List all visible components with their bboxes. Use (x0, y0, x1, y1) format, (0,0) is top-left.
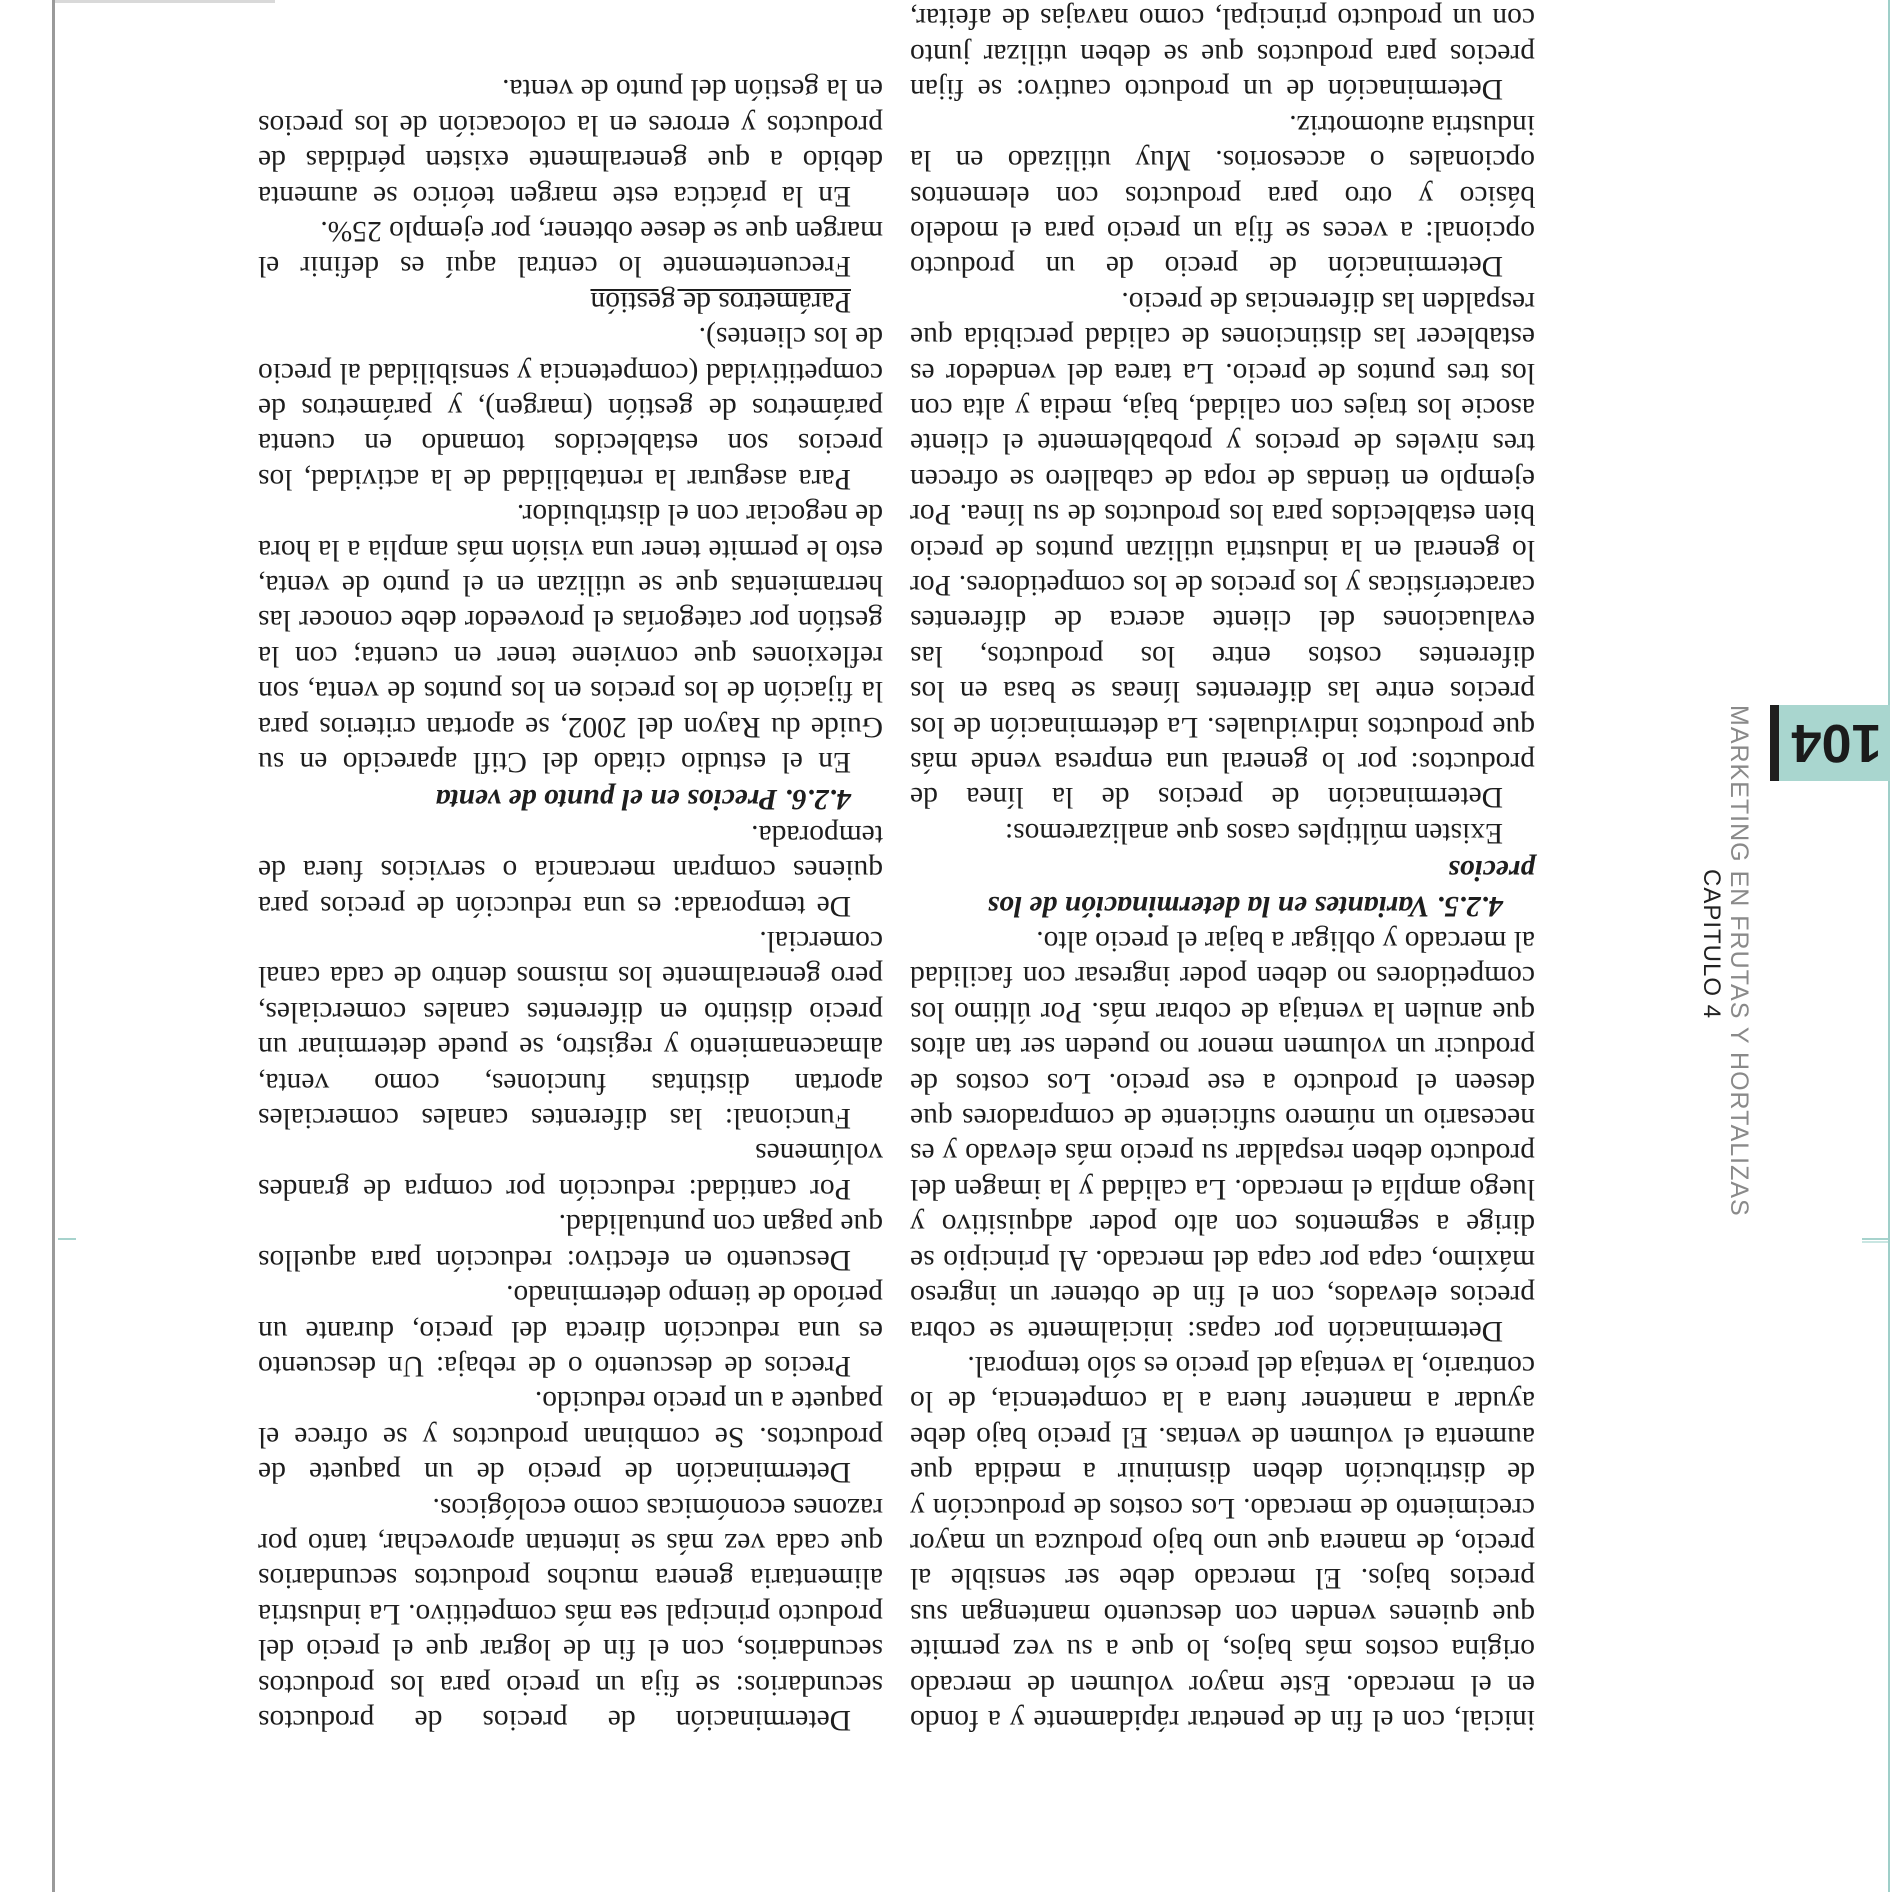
chapter-label: CAPITULO 4 (1698, 869, 1725, 1020)
page-number-box (1770, 705, 1890, 781)
text-column-right (258, 71, 883, 1737)
paragraph: De temporada: es una reducción de precios para quienes compran mercancía o servicios fuera de temporada. (258, 818, 883, 922)
paragraph: Determinación de precio de un producto opcional: a veces se fija un precio para el modelo básico y otro para productos con elementos opcionales o accesorios. Muy utilizado en la industria automotriz. (910, 108, 1535, 283)
paragraph: Por cantidad: reducción por compra de grandes volúmenes (258, 1137, 883, 1205)
paragraph: En la práctica este margen teórico se aumenta debido a que generalmente existen pérdidas de productos y errores en la colocación de los precios en la gestión del punto de venta. (258, 73, 883, 212)
text-column-left (910, 0, 1535, 1737)
paragraph: Determinación de un producto cautivo: se fijan precios para productos que se deben utilizar junto con un producto principal, como navajas de afeitar, (910, 2, 1535, 106)
paragraph: Determinación por capas: inicialmente se cobra precios elevados, con el fin de obtener un ingreso máximo, capa por capa del mercado. Al principio se dirige a segmentos con alto poder adquisitivo y luego amplía el mercado. La calidad y la imagen del producto deben respaldar su precio más elevado y es necesario un número suficiente de compradores que deseen el producto a ese precio. Los costos de producir un volumen menor no pueden ser tan altos que anulen la ventaja de cobrar más. Por último los competidores no deben poder ingresar con facilidad al mercado y obligar a bajar el precio alto. (910, 925, 1535, 1347)
running-header (1698, 705, 1885, 1217)
subheading-text: Parámetros de gestión (590, 285, 851, 318)
paragraph: Descuento en efectivo: reducción para aquellos que pagan con puntualidad. (258, 1208, 883, 1276)
paragraph: Determinación de precios de productos secundarios: se fija un precio para los productos secundarios, con el fin de lograr que el precio del producto principal sea más competitivo. La industria alimentaria genera muchos productos secundarios que cada vez más se intentan aprovechar, tanto por razones económicas como ecológicos. (258, 1491, 883, 1736)
paragraph: En el estudio citado del Ctifl aparecido en su Guide du Rayon del 2002, se aportan criterios para la fijación de los precios en los puntos de venta, son reflexiones que conviene tener en cuenta; con la gestión por categorías el proveedor debe conocer las herramientas que se utilizan en el punto de venta, esto le permite tener una visión más amplia a la hora de negociar con el distribuidor. (258, 498, 883, 779)
paragraph: Funcional: las diferentes canales comerciales aportan distintas funciones, como venta, almacenamiento y registro, se puede determinar un precio distinto en diferentes canales comerciales, pero generalmente los mismos dentro de cada canal comercial. (258, 925, 883, 1135)
paragraph: Determinación de precio de un paquete de productos. Se combinan productos y se ofrece el paquete a un precio reducido. (258, 1385, 883, 1489)
paragraph: Existen múltiples casos que analizaremos: (1004, 816, 1503, 849)
paragraph: inicial, con el fin de penetrar rápidamente y a fondo en el mercado. Este mayor volumen de mercado origina costos más bajos, lo que a su vez permite que quienes venden con descuento mantengan sus precios bajos. El mercado debe ser sensible al precio, de manera que uno bajo produzca un mayor crecimiento de mercado. Los costos de producción y de distribución deben disminuir a medida que aumenta el volumen de ventas. El precio bajo debe ayudar a mantener fuera a la competencia, de lo contrario, la ventaja del precio es sólo temporal. (910, 1349, 1535, 1736)
section-heading: 4.2.5. Variantes en la determinación de los precios (987, 854, 1535, 922)
running-title: MARKETING EN FRUTAS Y HORTALIZAS (1725, 705, 1753, 1217)
subheading (258, 283, 883, 318)
page-number: 104 (1791, 713, 1882, 773)
paragraph: Precios de descuento o de rebaja: Un descuento es una reducción directa del precio, durante un período de tiempo determinado. (258, 1279, 883, 1382)
paragraph: Determinación de precios de la línea de productos: por lo general una empresa vende más que productos individuales. La determinación de los precios entre las diferentes líneas se basa en los diferentes costos entre los productos, las evaluaciones del cliente acerca de diferentes características y los precios de los competidores. Por lo general en la industria utilizan puntos de precio bien establecidos para los productos de su línea. Por ejemplo en tiendas de ropa de caballero se ofrecen tres niveles de precios y probablemente el cliente asocie los trajes con calidad, baja, media y alta con los tres puntos de precio. La tarea del vendedor es establecer las distinciones de calidad percibida que respalden las diferencias de precio. (910, 285, 1535, 814)
section-heading: 4.2.6. Precios en el punto de venta (435, 783, 851, 816)
paragraph: Frecuentemente lo central aquí es definir el margen que se desee obtener, por ejemplo 25%. (258, 214, 883, 283)
paragraph: Para asegurar la rentabilidad de la actividad, los precios son establecidos tomando en cuenta parámetros de gestión (margen), y parámetros de competitividad (competencia y sensibilidad al precio de los clientes). (258, 321, 883, 495)
